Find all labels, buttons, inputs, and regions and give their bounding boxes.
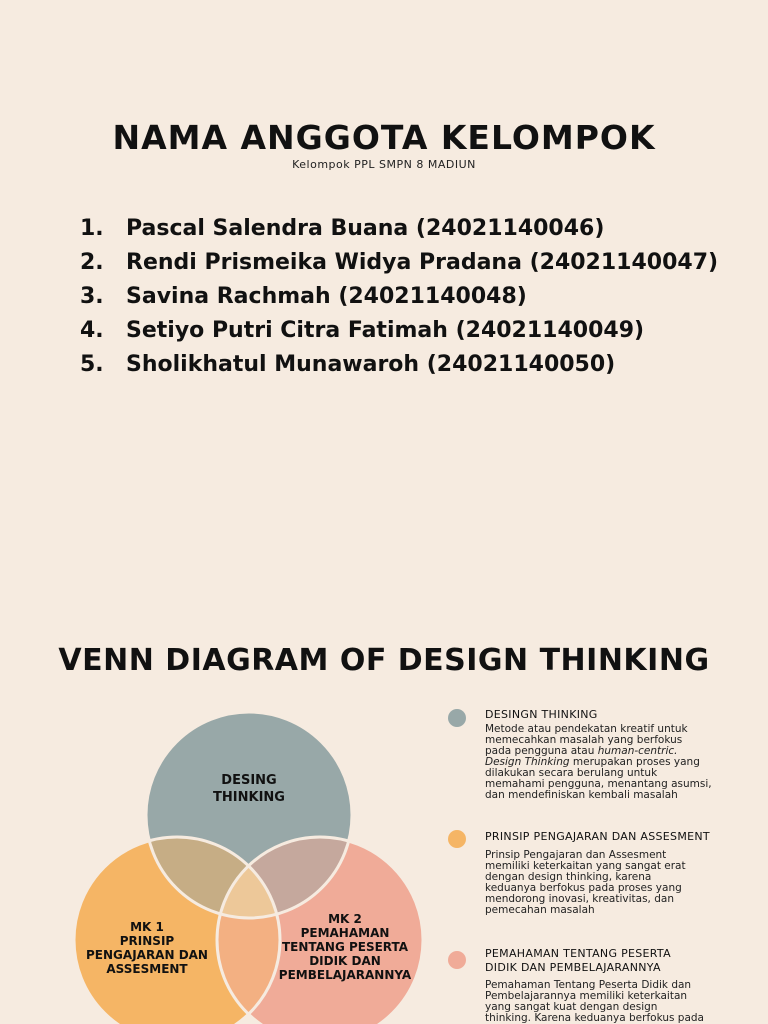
legend-line: thinking. Karena keduanya berfokus pada [485,1012,704,1024]
member-name: Setiyo Putri Citra Fatimah (24021140049) [126,317,645,343]
member-name: Pascal Salendra Buana (24021140046) [126,215,605,241]
legend-title: DESINGN THINKING [485,708,598,721]
list-item [80,211,718,245]
member-list [80,211,718,381]
legend-line: pada pengguna atau human-centric. [485,745,678,757]
legend-line: dan mendefiniskan kembali masalah [485,789,678,801]
legend-line: yang sangat kuat dengan design [485,1001,658,1013]
venn-label-right-1: MK 2 [328,912,362,926]
venn-label-left-1: MK 1 [130,920,164,934]
legend-line: Metode atau pendekatan kreatif untuk [485,723,688,735]
member-number: 2. [80,249,104,275]
legend-line: memahami pengguna, menantang asumsi, [485,778,712,790]
member-number: 5. [80,351,104,377]
venn-diagram [0,690,440,1024]
page-title: NAMA ANGGOTA KELOMPOK [112,118,656,157]
legend-title-line: DIDIK DAN PEMBELAJARANNYA [485,961,661,974]
legend-title-line: PEMAHAMAN TENTANG PESERTA [485,947,671,960]
member-number: 3. [80,283,104,309]
legend-line: Pembelajarannya memiliki keterkaitan [485,990,688,1002]
list-item [80,279,718,313]
venn-label-right-2: PEMAHAMAN [300,926,390,940]
legend-title [485,947,671,975]
legend-text [485,724,725,801]
member-number: 1. [80,215,104,241]
legend-dot-grey [448,709,466,727]
legend-dot-orange [448,830,466,848]
legend-text [485,980,725,1024]
legend-dot-pink [448,951,466,969]
legend-line: Prinsip Pengajaran dan Assesment [485,849,667,861]
venn-title: VENN DIAGRAM OF DESIGN THINKING [58,643,710,678]
list-item [80,347,718,381]
venn-label-left-4: ASSESMENT [106,962,188,976]
member-name: Savina Rachmah (24021140048) [126,283,527,309]
legend-line: memecahkan masalah yang berfokus [485,734,683,746]
page-subtitle: Kelompok PPL SMPN 8 MADIUN [292,158,476,171]
legend-line: Pemahaman Tentang Peserta Didik dan [485,979,692,991]
legend-line: Design Thinking merupakan proses yang [485,756,700,768]
legend-title: PRINSIP PENGAJARAN DAN ASSESMENT [485,830,710,843]
venn-label-top-2: THINKING [213,790,285,805]
member-number: 4. [80,317,104,343]
legend-line: keduanya berfokus pada proses yang [485,882,682,894]
legend-line: dengan design thinking, karena [485,871,652,883]
venn-label-right-4: DIDIK DAN [309,954,381,968]
legend-line: memiliki keterkaitan yang sangat erat [485,860,686,872]
venn-label-left-3: PENGAJARAN DAN [86,948,208,962]
member-name: Sholikhatul Munawaroh (24021140050) [126,351,616,377]
legend-line: dilakukan secara berulang untuk [485,767,658,779]
legend-line: mendorong inovasi, kreativitas, dan [485,893,674,905]
venn-label-left-2: PRINSIP [119,934,175,948]
list-item [80,245,718,279]
legend-line: pemecahan masalah [485,904,595,916]
list-item [80,313,718,347]
venn-label-right-5: PEMBELAJARANNYA [278,968,412,982]
venn-label-top-1: DESING [221,773,277,788]
member-name: Rendi Prismeika Widya Pradana (24021140047) [126,249,719,275]
venn-label-right-3: TENTANG PESERTA [281,940,409,954]
legend-text [485,850,725,916]
